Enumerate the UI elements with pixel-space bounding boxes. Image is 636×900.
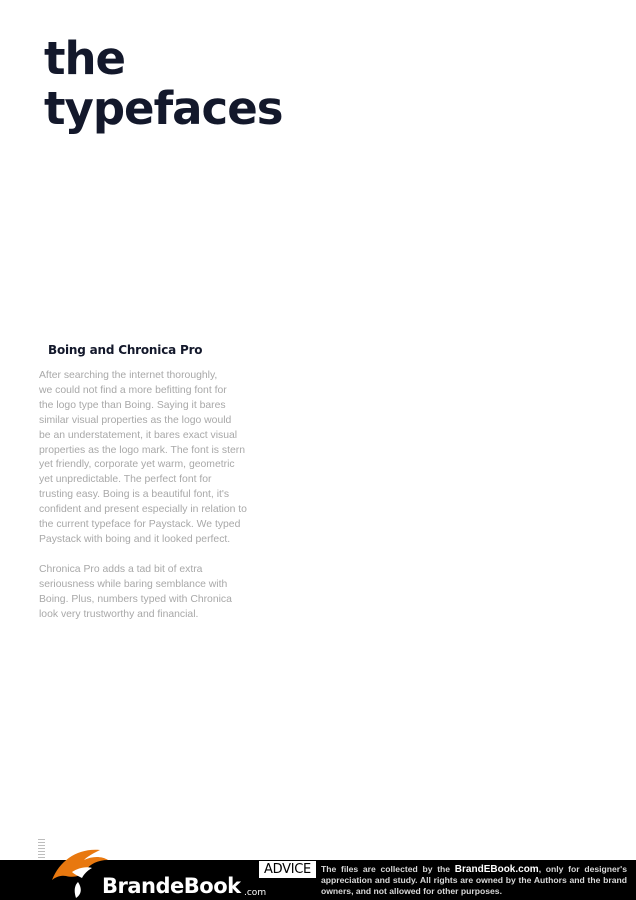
text-line: yet unpredictable. The perfect font for [39,474,212,486]
page-marker [38,839,45,859]
brandebook-domain-suffix: .com [244,888,267,898]
body-copy [39,369,279,623]
section-heading: Boing and Chronica Pro [48,343,203,357]
text-line: yet friendly, corporate yet warm, geometric [39,459,235,471]
text-line: confident and present especially in relation to [39,504,247,516]
text-line: be an understatement, it bares exact visual [39,429,238,441]
text-line: Paystack with boing and it looked perfect. [39,533,231,545]
paragraph-spacer [39,548,279,563]
paragraph-chronica [39,563,279,623]
text-line: seriousness while baring semblance with [39,578,228,590]
text-line: we could not find a more befitting font for [39,384,227,396]
paragraph-boing [39,369,279,548]
copyright-disclaimer [321,864,627,896]
text-line: the current typeface for Paystack. We typed [39,519,241,531]
text-line: trusting easy. Boing is a beautiful font, it's [39,489,230,501]
text-line: properties as the logo mark. The font is stern [39,444,245,456]
disclaimer-site-link[interactable]: BrandEBook.com [454,864,539,875]
disclaimer-text-end: , only for designer's appreciation and study. All rights are owned by the Authors and the brand owners, and not allowed for other purposes. [321,864,627,896]
text-line: Chronica Pro adds a tad bit of extra [39,563,203,575]
text-line: Boing. Plus, numbers typed with Chronica [39,593,232,605]
disclaimer-text-start: The files are collected by the [321,864,455,874]
advice-badge: ADVICE [259,861,316,878]
text-line: similar visual properties as the logo would [39,414,232,426]
page-title-line-1: the [44,32,126,85]
brandebook-logo[interactable] [48,842,270,900]
text-line: the logo type than Boing. Saying it bares [39,399,226,411]
page-title-line-2: typefaces [44,82,283,135]
text-line: After searching the internet thoroughly, [39,370,218,381]
brandebook-wordmark: BrandeBook [102,874,241,898]
page-title [44,34,283,134]
text-line: look very trustworthy and financial. [39,608,199,620]
